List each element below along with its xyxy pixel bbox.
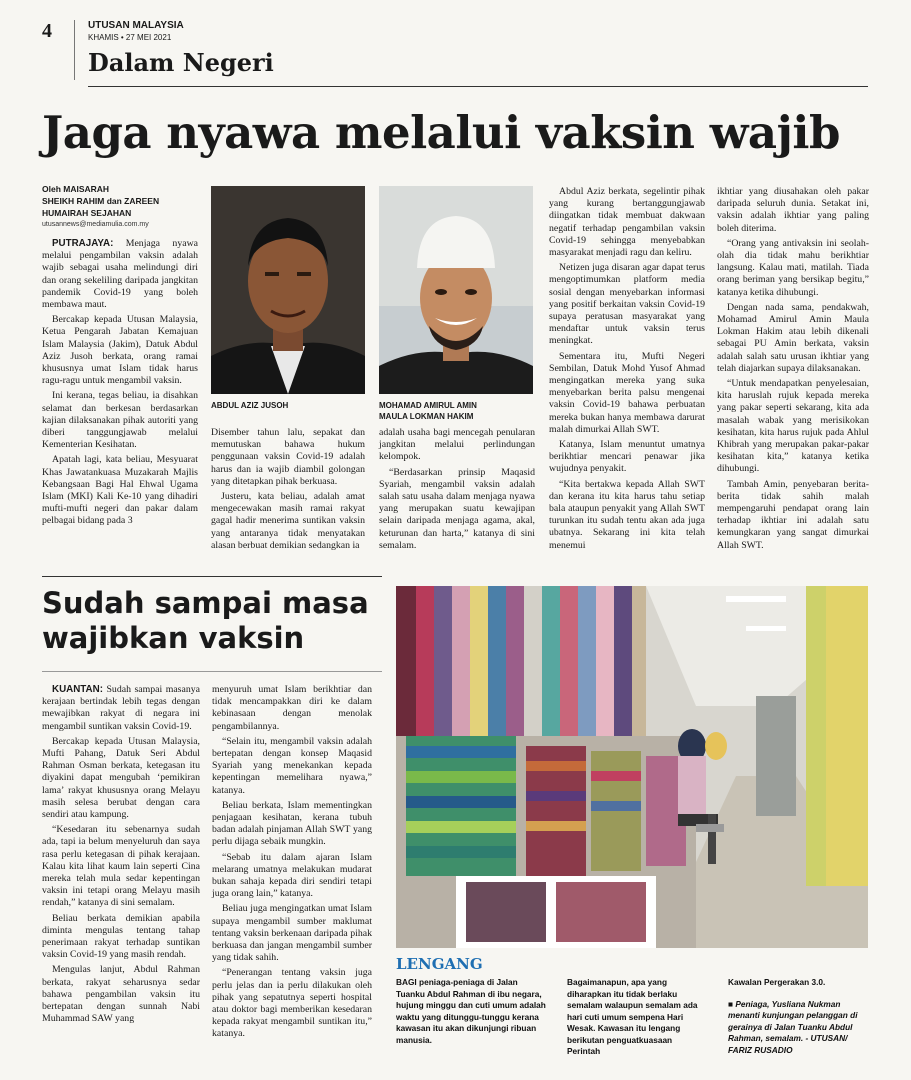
paragraph: Netizen juga disaran agar dapat terus mengoptimumkan platform media sosial dengan menyebarkan informasi yang positif berkaitan vaksin Covid-19 supaya peratusan masyarakat yang mendaftar untuk vaksin terus meningkat. [549, 262, 705, 347]
paragraph: “Kesedaran itu sebenarnya sudah ada, tapi ia belum menyeluruh dan saya rasa perlu ketegasan di pihak kerajaan. Kalau kita lihat kaum lain seperti Cina mereka telah mula sedar kepentingan vaksin ini tetapi orang Melayu masih rendah,” katanya di sini semalam. [42, 824, 200, 909]
article-divider [42, 576, 382, 577]
paragraph: Beliau berkata demikian apabila diminta mengulas tentang tahap penerimaan rakyat terhadap suntikan vaksin Covid-19 yang masih rendah. [42, 912, 200, 961]
fabric-shop-photo [396, 586, 868, 948]
article1-column-2 [211, 427, 365, 555]
byline-line: HUMAIRAH SEJAHAN [42, 208, 132, 218]
byline-line: Oleh MAISARAH [42, 184, 110, 194]
masthead-divider [74, 20, 75, 80]
article2-rule [42, 671, 382, 672]
paragraph: Beliau berkata, Islam mementingkan penjagaan kesihatan, kerana tubuh badan adalah pinjaman Allah SWT yang perlu dijaga sebaik mungkin. [212, 799, 372, 848]
article1-column-5 [717, 186, 869, 555]
paragraph: Sementara itu, Mufti Negeri Sembilan, Datuk Mohd Yusof Ahmad mengingatkan mereka yang suka menyebarkan berita palsu mengenai vaksin Covid-19 bahawa perbuatan mereka bukan hanya membawa darurat malah dimurkai Allah SWT. [549, 350, 705, 435]
section-rule [88, 86, 868, 87]
portrait-image [379, 186, 533, 394]
photo-caption-title: LENGANG [396, 955, 483, 973]
paragraph: “Berdasarkan prinsip Maqasid Syariah, mengambil vaksin adalah salah satu usaha dalam menjaga nyawa yang merupakan suatu kewajipan selain daripada menjaga agama, akal, keturunan dan harta,” katanya di sini semalam. [379, 466, 535, 551]
section-title: Dalam Negeri [88, 48, 274, 77]
article1-column-4 [549, 186, 705, 555]
article2-column-2 [212, 684, 372, 1044]
article2-column-1 [42, 684, 200, 1028]
paragraph: Bercakap kepada Utusan Malaysia, Ketua Pengarah Jabatan Kemajuan Islam Malaysia (Jakim), Datuk Abdul Aziz Jusoh berkata, orang ramai khususnya umat Islam tidak harus ragu-ragu untuk mengambil vaksin. [42, 314, 198, 387]
paragraph: menyuruh umat Islam berikhtiar dan tidak mencampakkan diri ke dalam kebinasaan dengan menolak pengambilannya. [212, 684, 372, 732]
paragraph: Katanya, Islam menuntut umatnya berikhtiar mencari penawar jika wujudnya penyakit. [549, 439, 705, 475]
dateline: PUTRAJAYA: [52, 238, 114, 249]
paragraph: adalah usaha bagi mencegah penularan jangkitan melalui perlindungan kelompok. [379, 427, 535, 463]
byline-email: utusannews@mediamulia.com.my [42, 221, 149, 228]
paragraph: PUTRAJAYA: Menjaga nyawa melalui pengambilan vaksin adalah wajib sebagai usaha melindungi diri dan orang sekeliling daripada jangkitan pandemik Covid-19 yang boleh membawa maut. [42, 238, 198, 311]
paragraph: Ini kerana, tegas beliau, ia disahkan selamat dan berkesan berdasarkan kajian dilaksanakan pihak autoriti yang diberi tanggungjawab melalui Kementerian Kesihatan. [42, 390, 198, 451]
paragraph: “Untuk mendapatkan penyelesaian, kita haruslah rujuk kepada mereka yang pakar seperti sekarang, kita ada masalah wabak yang merisikokan kesihatan, kita harus rujuk pada Ahlul Khibrah yang merupakan pakar-pakar kesihatan kita,” katanya ketika dihubungi. [717, 378, 869, 475]
paragraph: “Kita bertakwa kepada Allah SWT dan kerana itu kita harus tahu setiap bala ataupun penyakit yang Allah SWT turunkan itu sudah tentu akan ada juga ubatnya. Sekarang ini kita telah menemui [549, 478, 705, 551]
dateline: KUANTAN: [52, 684, 103, 695]
paragraph: Bercakap kepada Utusan Malaysia, Mufti Pahang, Datuk Seri Abdul Rahman Osman berkata, ketegasan itu diyakini dapat mengubah ‘pemikiran lama’ rakyat khususnya orang Melayu masih selesa berubat dengan cara sendiri atau kampung. [42, 735, 200, 821]
portrait-amirul-amin [379, 186, 533, 394]
fabric-shop-image [396, 586, 868, 948]
photo1-caption: ABDUL AZIZ JUSOH [211, 401, 289, 410]
paragraph: Tambah Amin, penyebaran berita-berita tidak sahih malah mempengaruhi pendapat orang lain terhadap ikhtiar ini adalah satu kemungkaran yang sangat dimurkai Allah SWT. [717, 478, 869, 551]
byline [42, 183, 207, 219]
paragraph: Dengan nada sama, pendakwah, Mohamad Amirul Amin Maula Lokman Hakim atau lebih dikenali sebagai PU Amin berkata, vaksin adalah salah satu urusan ikhtiar yang telah diajarkan supaya dilaksanakan. [717, 301, 869, 374]
article1-column-3 [379, 427, 535, 555]
portrait-abdul-aziz-jusoh [211, 186, 365, 394]
portrait-image [211, 186, 365, 394]
paragraph: “Orang yang antivaksin ini seolah-olah dia tidak mahu berikhtiar langsung. Kalau mati, matilah. Tiada orang beriman yang bersikap begitu,” katanya ketika dihubungi. [717, 237, 869, 298]
paragraph: Justeru, kata beliau, adalah amat mengecewakan masih ramai rakyat gagal hadir menerima suntikan vaksin yang antaranya tidak menyatakan alasan berbuat demikian sedangkan ia [211, 491, 365, 551]
article1-column-1 [42, 238, 198, 531]
photo-caption-column-2: Bagaimanapun, apa yang diharapkan itu tidak berlaku semalam walaupun semalam ada hari cuti umum sempena Hari Wesak. Kawasan itu lengang berikutan penguatkuasaan Perintah [567, 977, 698, 1056]
photo-caption-column-1: BAGI peniaga-peniaga di Jalan Tuanku Abdul Rahman di ibu negara, hujung minggu dan cuti umum adalah waktu yang ditunggu-tunggu kerana kawasan itu akan dikunjungi ribuan manusia. [396, 977, 546, 1045]
paragraph: Disember tahun lalu, sepakat dan memutuskan bahawa hukum penggunaan vaksin Covid-19 adalah harus dan ia wajib diambil golongan yang ditetapkan pihak berkuasa. [211, 427, 365, 487]
byline-line: SHEIKH RAHIM dan ZAREEN [42, 196, 160, 206]
paragraph: ikhtiar yang diusahakan oleh pakar daripada seluruh dunia. Setakat ini, vaksin adalah ikhtiar yang paling boleh diterima. [717, 186, 869, 234]
main-headline: Jaga nyawa melalui vaksin wajib [42, 106, 840, 159]
paragraph: Abdul Aziz berkata, segelintir pihak yang kurang bertanggungjawab diingatkan tidak membuat dakwaan negatif terhadap pengambilan vaksin Covid-19 sehingga menyebabkan masyarakat menjadi ragu dan keliru. [549, 186, 705, 259]
paragraph: Mengulas lanjut, Abdul Rahman berkata, rakyat seharusnya sedar bahawa pengambilan vaksin itu bertepatan dengan sunnah Nabi Muhammad SAW yang [42, 964, 200, 1025]
paper-name: UTUSAN MALAYSIA [88, 20, 184, 31]
paragraph: KUANTAN: Sudah sampai masanya kerajaan bertindak lebih tegas dengan mewajibkan rakyat di negara ini mengambil suntikan vaksin Covid-19. [42, 684, 200, 732]
photo2-caption: MOHAMAD AMIRUL AMIN MAULA LOKMAN HAKIM [379, 401, 477, 421]
page-number: 4 [42, 20, 52, 42]
photo-caption-column-3: Kawalan Pergerakan 3.0. ■ Peniaga, Yusliana Nukman menanti kunjungan pelanggan di gerainya di Jalan Tuanku Abdul Rahman, semalam. - UTUSAN/ FARIZ RUSADIO [728, 977, 858, 1055]
paragraph: “Penerangan tentang vaksin juga perlu jelas dan ia perlu dilakukan oleh pihak yang sepatutnya seperti hospital atau doktor bagi memberikan kesedaran kepada rakyat mengambil suntikan itu,” katanya. [212, 967, 372, 1040]
paragraph: “Selain itu, mengambil vaksin adalah bertepatan dengan konsep Maqasid Syariah yang menekankan kepada kepentingan memelihara nyawa,” katanya. [212, 735, 372, 796]
paragraph: Apatah lagi, kata beliau, Mesyuarat Khas Jawatankuasa Muzakarah Majlis Kebangsaan Bagi Hal Ehwal Ugama Islam (MKI) Kali Ke-10 yang dihadiri mufti-mufti negeri dan pakar dalam pelbagai bidang pada 3 [42, 454, 198, 527]
paragraph: Beliau juga mengingatkan umat Islam supaya mengambil sumber maklumat tentang vaksin berkenaan daripada pihak berkuasa dan jangan mengambil sumber yang tidak sahih. [212, 903, 372, 964]
paragraph: “Sebab itu dalam ajaran Islam melarang umatnya melakukan mudarat bukan sahaja kepada diri sendiri tetapi juga orang lain,” katanya. [212, 851, 372, 900]
article2-headline: Sudah sampai masa wajibkan vaksin [42, 586, 369, 655]
issue-date: KHAMIS • 27 MEI 2021 [88, 33, 172, 42]
